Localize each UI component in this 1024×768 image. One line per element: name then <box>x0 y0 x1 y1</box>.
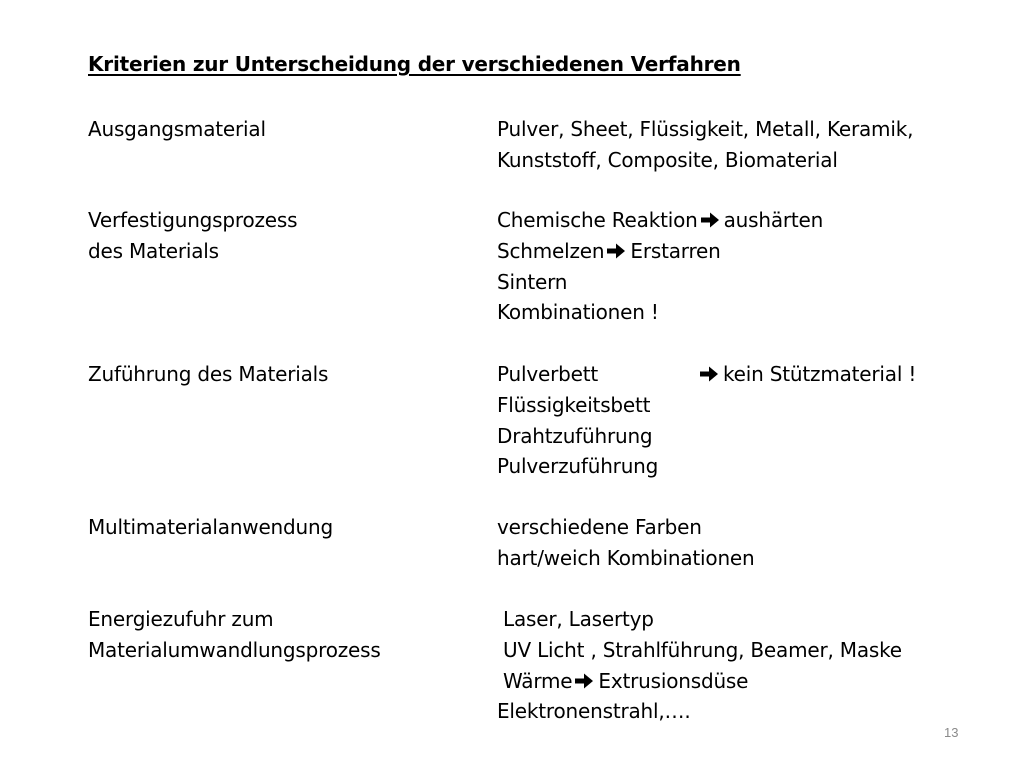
value-text: Pulverbett <box>497 362 598 386</box>
value-line: Kunststoff, Composite, Biomaterial <box>497 147 838 172</box>
value-text: aushärten <box>723 208 824 232</box>
bold-right-arrow-icon <box>699 365 719 383</box>
bold-right-arrow-icon <box>606 242 626 260</box>
row-label: Ausgangsmaterial <box>88 117 266 141</box>
row-label: Multimaterialanwendung <box>88 515 333 539</box>
label-line: Energiezufuhr zum <box>88 607 274 631</box>
value-text: kein Stützmaterial ! <box>723 362 917 386</box>
value-line: verschiedene Farben <box>497 515 702 539</box>
value-text: Erstarren <box>630 238 721 263</box>
row-values <box>503 604 902 696</box>
value-text: Extrusionsdüse <box>598 668 749 693</box>
value-line <box>497 359 916 390</box>
label-line: Materialumwandlungsprozess <box>88 637 381 662</box>
value-line: Sintern <box>497 269 568 294</box>
value-line <box>497 236 823 267</box>
page-number: 13 <box>944 725 959 740</box>
value-line <box>497 205 823 236</box>
value-text: Wärme <box>503 668 573 693</box>
value-line: hart/weich Kombinationen <box>497 545 755 570</box>
value-line <box>503 666 902 697</box>
value-line: Pulverzuführung <box>497 454 659 479</box>
bold-right-arrow-icon <box>700 211 720 229</box>
row-values <box>497 512 755 574</box>
slide-title: Kriterien zur Unterscheidung der verschiedenen Verfahren <box>88 52 741 76</box>
row-values-extra <box>497 696 691 727</box>
row-label: Zuführung des Materials <box>88 362 329 386</box>
value-line: UV Licht , Strahlführung, Beamer, Maske <box>503 637 902 662</box>
value-line: Pulver, Sheet, Flüssigkeit, Metall, Keramik, <box>497 117 914 141</box>
row-values <box>497 114 913 176</box>
row-values <box>497 205 823 328</box>
label-line: des Materials <box>88 238 219 263</box>
value-line: Flüssigkeitsbett <box>497 392 651 417</box>
value-text: Chemische Reaktion <box>497 208 698 232</box>
row-label <box>88 205 297 267</box>
value-line: Elektronenstrahl,…. <box>497 699 691 724</box>
value-text: Schmelzen <box>497 238 605 263</box>
bold-right-arrow-icon <box>574 672 594 690</box>
label-line: Verfestigungsprozess <box>88 208 298 232</box>
value-line: Drahtzuführung <box>497 423 653 448</box>
row-values <box>497 359 916 482</box>
row-label <box>88 604 381 666</box>
value-line: Laser, Lasertyp <box>503 607 654 631</box>
value-line: Kombinationen ! <box>497 300 659 325</box>
